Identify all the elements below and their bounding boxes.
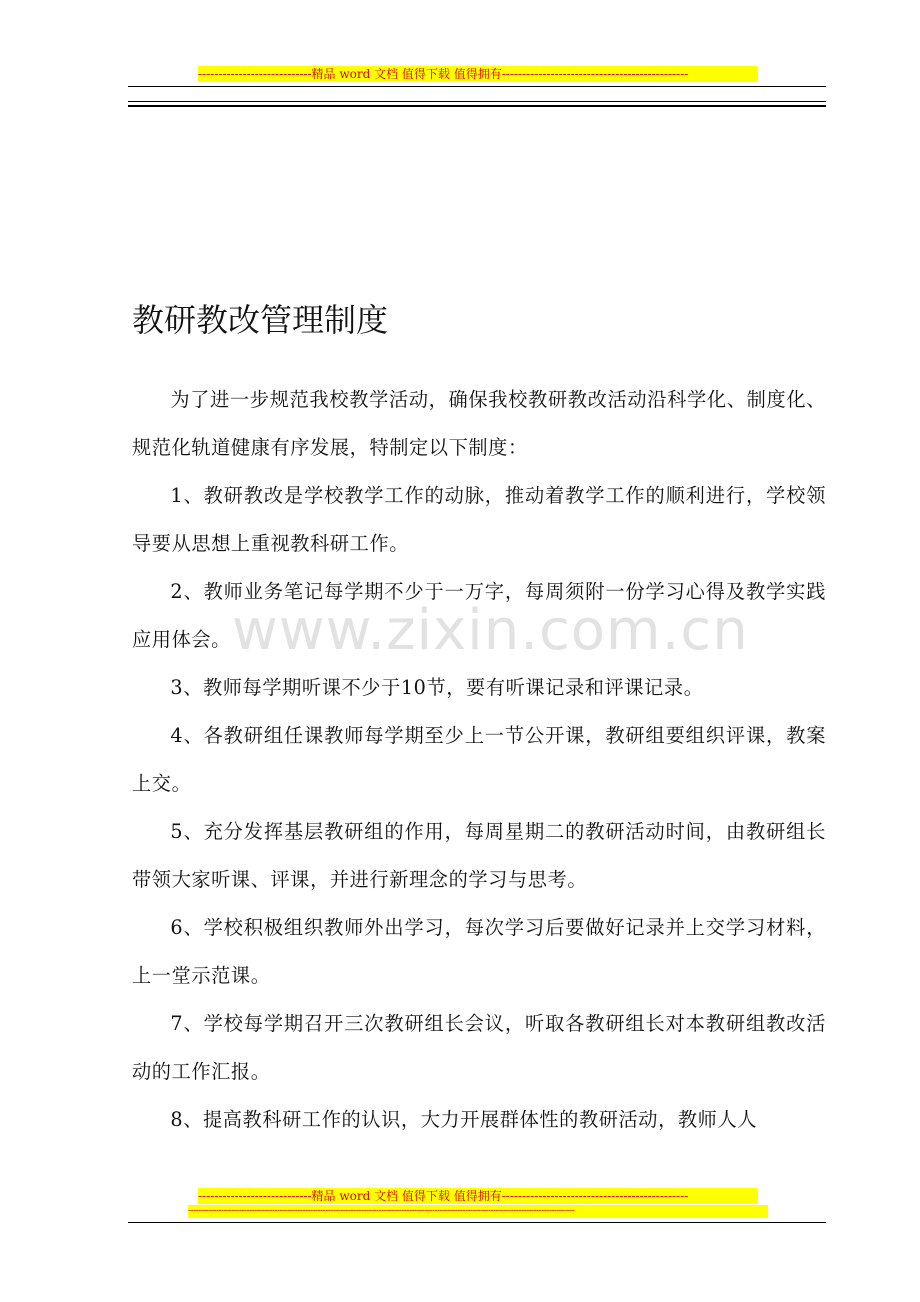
paragraph-item-1: 1、教研教改是学校教学工作的动脉，推动着教学工作的顺利进行，学校领导要从思想上重视教科研工作。: [132, 484, 826, 555]
document-title: 教研教改管理制度: [132, 301, 389, 339]
paragraph-item-3: 3、教师每学期听课不少于10节，要有听课记录和评课记录。: [170, 676, 704, 699]
header-rule-double-1: [128, 101, 826, 102]
paragraph-item-8: 8、提高教科研工作的认识，大力开展群体性的教研活动，教师人人: [170, 1108, 758, 1131]
header-rule-double-2: [128, 105, 826, 107]
paragraph-item-2: 2、教师业务笔记每学期不少于一万字，每周须附一份学习心得及教学实践应用体会。: [132, 580, 826, 651]
paragraph-item-5: 5、充分发挥基层教研组的作用，每周星期二的教研活动时间，由教研组长带领大家听课、评课，并进行新理念的学习与思考。: [132, 820, 826, 891]
document-body: [132, 376, 826, 1144]
paragraph-item-6: 6、学校积极组织教师外出学习，每次学习后要做好记录并上交学习材料，上一堂示范课。: [132, 916, 826, 987]
header-rule-top: [128, 86, 826, 87]
paragraph-item-4: 4、各教研组任课教师每学期至少上一节公开课，教研组要组织评课，教案上交。: [132, 724, 826, 795]
watermark: www.zixin.com.cn: [232, 598, 749, 663]
paragraph-intro: 为了进一步规范我校教学活动，确保我校教研教改活动沿科学化、制度化、规范化轨道健康有序发展，特制定以下制度：: [132, 388, 826, 459]
header-banner: ----------------------------精品 word 文档 值得下载 值得拥有----------------------------------------------: [198, 66, 758, 82]
footer-rule: [128, 1222, 826, 1223]
footer-banner: ----------------------------精品 word 文档 值得下载 值得拥有----------------------------------------------: [198, 1188, 758, 1204]
paragraph-item-7: 7、学校每学期召开三次教研组长会议，听取各教研组长对本教研组教改活动的工作汇报。: [132, 1012, 826, 1083]
footer-dash-banner: --------------------------------------------------------------------------------------------------------------------------------------------------------: [188, 1205, 768, 1218]
